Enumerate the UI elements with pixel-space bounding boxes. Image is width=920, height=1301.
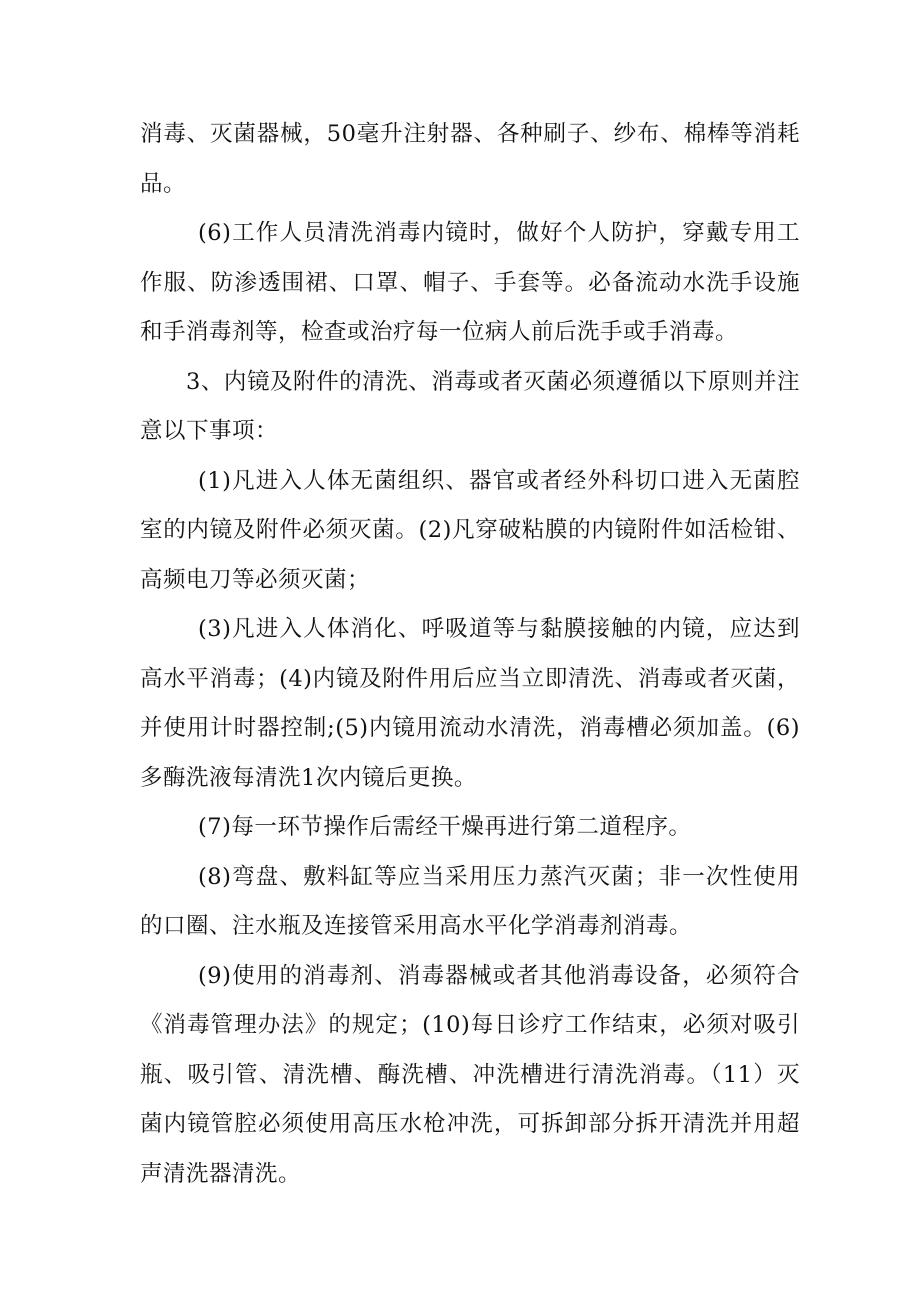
paragraph-start: (7)每一环节操作后需经干燥再进行第二道程序。 — [198, 814, 692, 840]
paragraph-start: (3)凡进入人体消化、呼吸道等与黏膜接触的内镜，应达到 — [198, 616, 800, 642]
text-line: 品。 — [140, 170, 187, 197]
text-line: 作服、防渗透围裙、口罩、帽子、手套等。必备流动水洗手设施 — [140, 269, 800, 296]
text-line: 高频电刀等必须灭菌； — [140, 566, 371, 593]
document-body — [140, 110, 800, 1199]
text-line: 声清洗器清洗。 — [140, 1160, 302, 1187]
text-line: 的口圈、注水瓶及连接管采用高水平化学消毒剂消毒。 — [140, 913, 693, 939]
paragraph-start: (9)使用的消毒剂、消毒器械或者其他消毒设备，必须符合 — [198, 962, 800, 989]
text-line: 消毒、灭菌器械，50毫升注射器、各种刷子、纱布、棉棒等消耗 — [140, 121, 800, 147]
paragraph-start: (6)工作人员清洗消毒内镜时，做好个人防护，穿戴专用工 — [198, 220, 800, 246]
section-heading-line: 3、内镜及附件的清洗、消毒或者灭菌必须遵循以下原则并注 — [186, 368, 800, 395]
text-line: 菌内镜管腔必须使用高压水枪冲洗，可拆卸部分拆开清洗并用超 — [140, 1111, 800, 1137]
text-line: 《消毒管理办法》的规定；(10)每日诊疗工作结束，必须对吸引 — [140, 1012, 800, 1038]
text-line: 并使用计时器控制;(5)内镜用流动水清洗，消毒槽必须加盖。(6) — [140, 715, 800, 741]
text-line: 意以下事项： — [140, 418, 279, 444]
text-line: 室的内镜及附件必须灭菌。(2)凡穿破粘膜的内镜附件如活检钳、 — [140, 517, 800, 543]
text-line: 和手消毒剂等，检查或治疗每一位病人前后洗手或手消毒。 — [140, 319, 739, 345]
paragraph-start: (1)凡进入人体无菌组织、器官或者经外科切口进入无菌腔 — [198, 467, 800, 494]
text-line: 多酶洗液每清洗1次内镜后更换。 — [140, 764, 477, 791]
paragraph-start: (8)弯盘、敷料缸等应当采用压力蒸汽灭菌；非一次性使用 — [198, 863, 800, 890]
text-line: 瓶、吸引管、清洗槽、酶洗槽、冲洗槽进行清洗消毒。（11）灭 — [140, 1061, 800, 1088]
text-line: 高水平消毒；(4)内镜及附件用后应当立即清洗、消毒或者灭菌， — [140, 665, 800, 692]
